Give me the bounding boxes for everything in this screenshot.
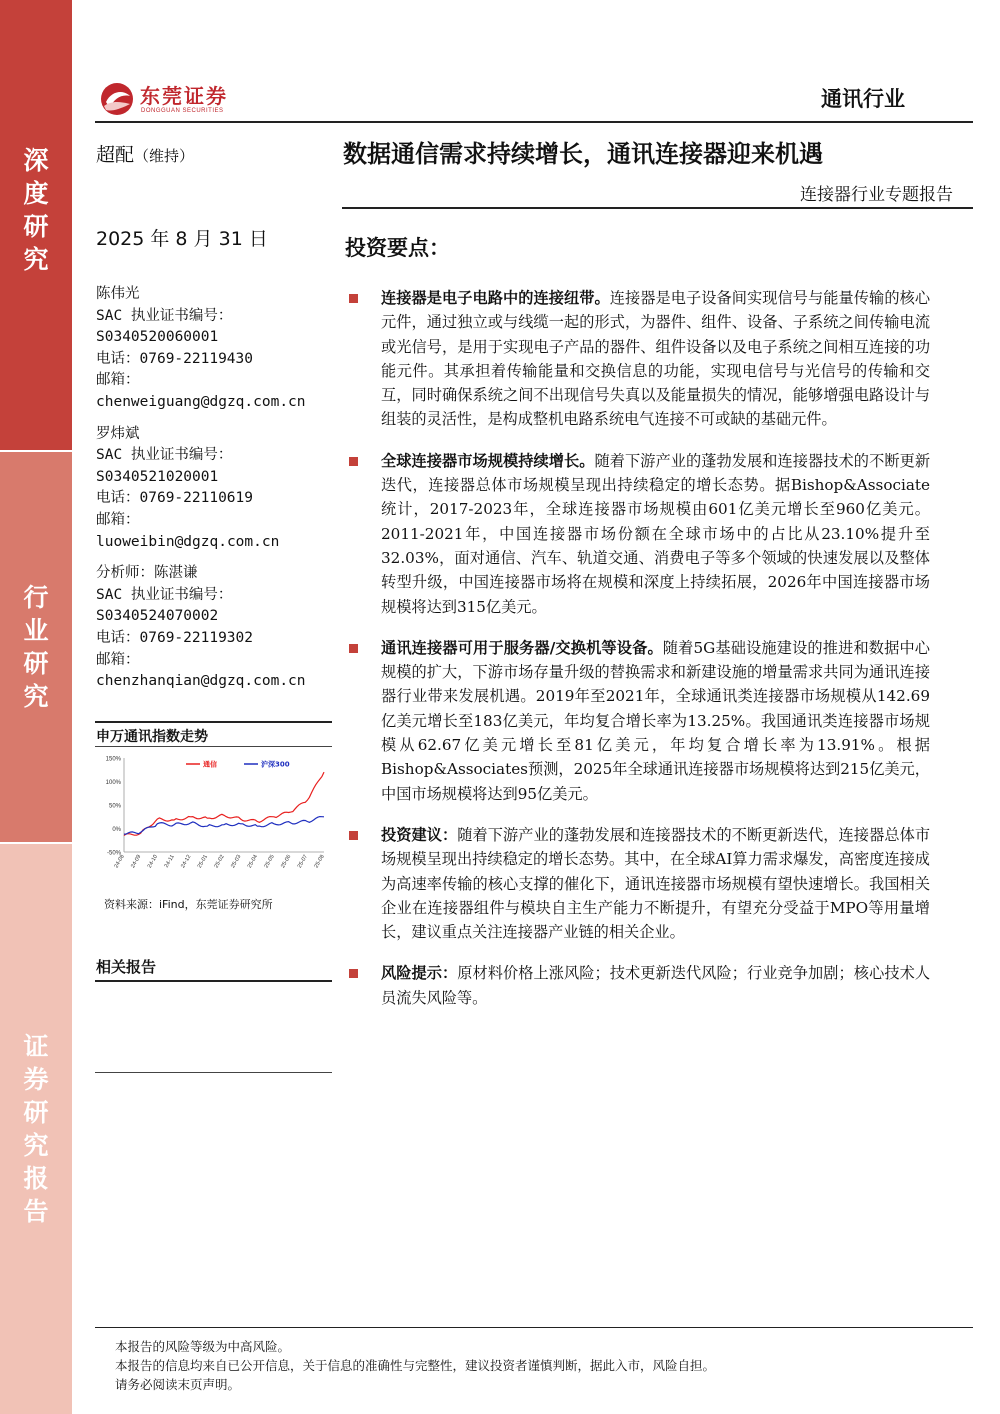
y-tick-label: 50% <box>108 803 121 810</box>
x-tick-label: 24-10 <box>146 854 160 870</box>
bullet-item <box>345 286 930 432</box>
footer-line: 本报告的风险等级为中高风险。 <box>115 1339 291 1354</box>
y-tick-label: 150% <box>105 756 121 763</box>
analyst-phone: 电话：0769-22119430 <box>96 350 253 367</box>
bullet-body: 随着5G基础设施建设的推进和数据中心规模的扩大，下游市场存量升级的替换需求和新建设施的增量需求共同为通讯连接器行业带来发展机遇。2019年至2021年，全球通讯类连接器市场规模从142.69亿美元增长至183亿美元，年均复合增长率为13.25%。我国通讯类连接器市场规模从62.67亿美元增长至81亿美元，年均复合增长率为13.91%。根据Bishop&Associates预测，2025年全球通讯连接器市场规模将达到215亿美元，中国市场规模将达到95亿美元。 <box>381 638 930 803</box>
y-tick-label: 0% <box>112 827 121 833</box>
sidebar-label: 行业研究 <box>23 583 49 711</box>
footer-line: 本报告的信息均来自已公开信息，关于信息的准确性与完整性，建议投资者谨慎判断，据此入市，风险自担。 <box>115 1358 716 1373</box>
related-divider <box>95 980 332 982</box>
bullet-item <box>345 636 930 806</box>
title-divider <box>342 207 973 209</box>
bullet-lead: 风险提示： <box>381 964 458 983</box>
chart-title: 申万通讯指数走势 <box>96 729 208 745</box>
analyst-email-label: 邮箱： <box>96 651 140 668</box>
footer-line: 请务必阅读末页声明。 <box>115 1377 241 1392</box>
section-heading: 投资要点： <box>345 236 450 260</box>
analyst-cert-label: SAC 执业证书编号： <box>96 447 233 464</box>
report-title: 数据通信需求持续增长，通讯连接器迎来机遇 <box>343 140 823 168</box>
analyst-cert-label: SAC 执业证书编号： <box>96 307 233 324</box>
series-line-0 <box>124 772 324 835</box>
analyst-email-label: 邮箱： <box>96 511 140 528</box>
x-tick-label: 25-06 <box>280 854 293 870</box>
sidebar-section-securities-report <box>0 844 72 1414</box>
x-tick-label: 25-07 <box>296 854 310 870</box>
analyst-cert: S0340520060001 <box>96 329 219 346</box>
rating <box>96 140 194 167</box>
rating-note: （维持） <box>134 147 195 165</box>
analyst-cert-label: SAC 执业证书编号： <box>96 586 233 603</box>
bullet-lead: 通讯连接器可用于服务器/交换机等设备。 <box>381 638 663 657</box>
header-divider <box>95 121 973 123</box>
logo-text-en: DONGGUAN SECURITIES <box>141 108 224 114</box>
analyst-cert: S0340524070002 <box>96 608 219 625</box>
bullet-square-icon <box>349 294 358 303</box>
x-tick-label: 25-02 <box>213 854 226 870</box>
bullet-body: 随着下游产业的蓬勃发展和连接器技术的不断更新迭代，连接器总体市场规模呈现出持续稳定的增长态势。据Bishop&Associate统计，2017-2023年，全球连接器市场规模由601亿美元增长至960亿美元。2011-2021年，中国连接器市场份额在全球市场中的占比从23.10%提升至32.03%，面对通信、汽车、轨道交通、消费电子等多个领域的快速发展以及整体转型升级，中国连接器市场将在规模和深度上持续拓展，2026年中国连接器市场规模将达到315亿美元。 <box>381 451 931 616</box>
related-reports-title: 相关报告 <box>96 958 157 976</box>
analyst-phone: 电话：0769-22110619 <box>96 490 253 507</box>
report-date: 2025 年 8 月 31 日 <box>96 228 268 250</box>
legend-label: 沪深300 <box>261 760 290 769</box>
bullet-lead: 投资建议： <box>381 825 458 844</box>
rating-value: 超配 <box>96 144 135 166</box>
sidebar-section-industry-research <box>0 452 72 842</box>
industry-label: 通讯行业 <box>821 87 905 111</box>
x-tick-label: 25-04 <box>246 854 260 870</box>
footer-divider <box>95 1327 973 1328</box>
logo-text: 东莞证券 <box>140 84 228 108</box>
y-tick-label: 100% <box>105 780 121 786</box>
bullet-square-icon <box>349 969 358 978</box>
sidebar-label: 证券研究报告 <box>23 1032 49 1226</box>
x-tick-label: 24-09 <box>130 854 143 870</box>
analyst-list <box>96 284 336 703</box>
related-divider <box>95 1072 332 1073</box>
analyst-email[interactable]: luoweibin@dgzq.com.cn <box>96 533 280 550</box>
logo-icon <box>100 82 134 116</box>
series-line-1 <box>124 817 324 835</box>
analyst-block <box>96 284 336 414</box>
bullet-square-icon <box>349 831 358 840</box>
x-tick-label: 25-05 <box>263 854 276 870</box>
analyst-cert: S0340521020001 <box>96 468 219 485</box>
analyst-block <box>96 424 336 554</box>
footer-disclaimer <box>115 1337 715 1394</box>
analyst-block <box>96 563 336 693</box>
report-subtitle: 连接器行业专题报告 <box>800 185 953 205</box>
x-tick-label: 25-08 <box>313 854 326 870</box>
bullet-square-icon <box>349 644 358 653</box>
x-tick-label: 25-01 <box>196 854 210 870</box>
legend-label: 通信 <box>203 760 217 769</box>
bullet-body: 连接器是电子设备间实现信号与能量传输的核心元件，通过独立或与线缆一起的形式，为器件、组件、设备、子系统之间传输电流或光信号，是用于实现电子产品的器件、组件设备以及电子系统之间相互连接的功能元件。其承担着传输能量和交换信息的功能，实现电信号与光信号的传输和交互，同时确保系统之间不出现信号失真以及能量损失的情况，能够增强电路设计与组装的灵活性，是构成整机电路系统电气连接不可或缺的基础元件。 <box>381 289 931 429</box>
x-tick-label: 25-03 <box>230 854 243 870</box>
company-logo <box>100 80 250 120</box>
analyst-email-label: 邮箱： <box>96 372 140 389</box>
x-tick-label: 24-11 <box>163 854 176 869</box>
bullet-lead: 连接器是电子电路中的连接纽带。 <box>381 289 610 307</box>
sidebar-label: 深度研究 <box>23 146 49 274</box>
bullet-item <box>345 961 930 1010</box>
investment-points <box>345 286 930 1027</box>
analyst-name: 分析师：陈湛谦 <box>96 565 198 582</box>
bullet-item <box>345 823 930 944</box>
chart-divider <box>95 746 332 747</box>
chart-divider <box>95 721 332 723</box>
bullet-body: 原材料价格上涨风险；技术更新迭代风险；行业竞争加剧；核心技术人员流失风险等。 <box>381 964 931 1007</box>
bullet-body: 随着下游产业的蓬勃发展和连接器技术的不断更新迭代，连接器总体市场规模呈现出持续稳定的增长态势。其中，在全球AI算力需求爆发，高密度连接成为高速率传输的核心支撑的催化下，通讯连接器市场规模有望快速增长。我国相关企业在连接器组件与模块自主生产能力不断提升，有望充分受益于MPO等用量增长，建议重点关注连接器产业链的相关企业。 <box>381 825 931 942</box>
y-tick-label: -50% <box>106 850 121 857</box>
left-sidebar <box>0 0 72 1414</box>
analyst-phone: 电话：0769-22119302 <box>96 629 253 646</box>
x-tick-label: 24-08 <box>113 854 126 870</box>
analyst-email[interactable]: chenzhanqian@dgzq.com.cn <box>96 673 306 690</box>
x-tick-label: 24-12 <box>180 854 193 870</box>
sidebar-section-deep-research <box>0 0 72 450</box>
analyst-name: 陈伟光 <box>96 286 140 302</box>
bullet-item <box>345 449 930 619</box>
chart-source: 资料来源：iFind，东莞证券研究所 <box>104 898 273 911</box>
analyst-email[interactable]: chenweiguang@dgzq.com.cn <box>96 393 306 410</box>
bullet-lead: 全球连接器市场规模持续增长。 <box>381 451 595 470</box>
index-trend-chart <box>96 750 332 885</box>
bullet-square-icon <box>349 457 358 466</box>
analyst-name: 罗炜斌 <box>96 425 140 442</box>
